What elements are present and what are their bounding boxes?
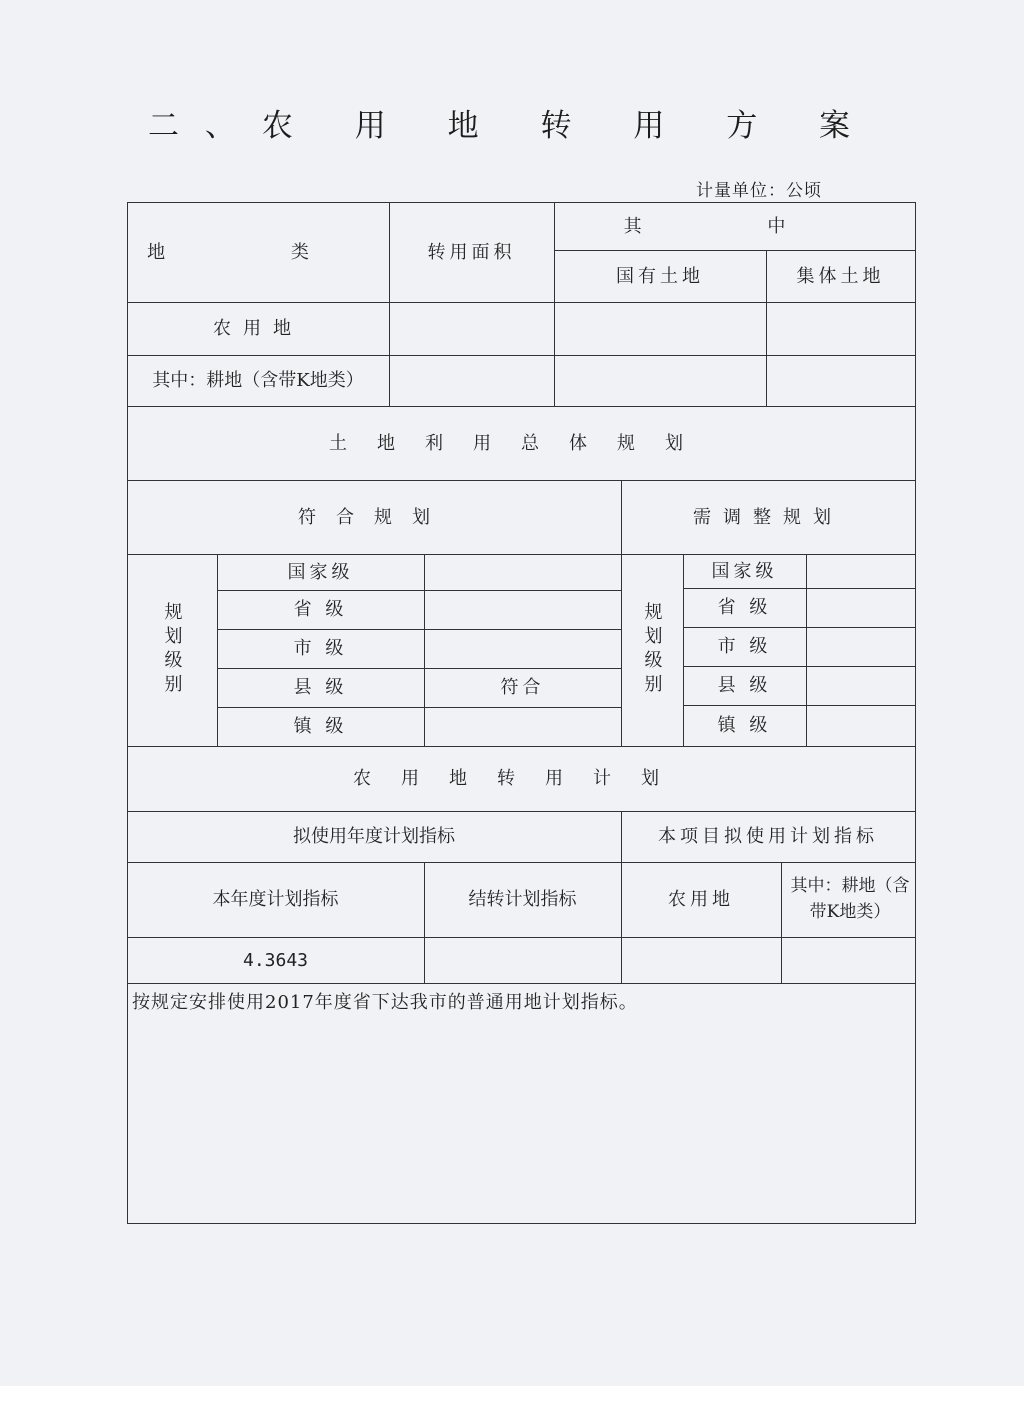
level-national-right: 国家级 [711, 560, 778, 582]
level-national-left: 国家级 [287, 561, 354, 583]
level-municipal-left: 市 级 [293, 638, 348, 659]
level-town-right: 镇 级 [717, 715, 772, 736]
row-agricultural-land: 农用地 [213, 318, 303, 339]
header-this-year-indicator: 本年度计划指标 [212, 889, 339, 910]
header-converted-area: 转用面积 [427, 241, 516, 263]
header-needs-plan-adjustment: 需调整规划 [693, 506, 843, 528]
section-overall-land-use-plan: 土地利用总体规划 [329, 432, 713, 454]
header-project-plan-indicator: 本项目拟使用计划指标 [658, 826, 878, 847]
header-annual-plan-indicator: 拟使用年度计划指标 [293, 826, 455, 847]
level-county-right: 县 级 [717, 675, 772, 696]
measurement-unit: 计量单位：公顷 [696, 181, 822, 201]
header-carried-over-indicator: 结转计划指标 [468, 889, 577, 910]
planning-level-label-right: 规划级别 [641, 602, 663, 698]
this-year-indicator-value: 4.3643 [242, 949, 309, 971]
row-arable-land: 其中：耕地（含带K地类） [152, 370, 364, 391]
header-project-agricultural-land: 农用地 [668, 889, 734, 910]
page-title: 二、农 用 地 转 用 方 案 [147, 108, 877, 144]
header-project-arable-land: 其中：耕地（含带K地类） [790, 876, 910, 922]
header-land-type: 地 类 [147, 241, 369, 263]
level-provincial-left: 省 级 [293, 599, 348, 620]
level-county-left: 县 级 [293, 677, 348, 698]
page-bottom-edge [0, 1386, 1024, 1403]
header-collective-land: 集体土地 [796, 265, 885, 287]
header-state-land: 国有土地 [616, 265, 704, 287]
header-of-which: 其 中 [623, 215, 846, 237]
section-conversion-plan: 农用地转用计划 [353, 768, 689, 789]
header-conforms-to-plan: 符合规划 [298, 506, 450, 528]
level-town-left: 镇 级 [293, 716, 348, 737]
level-provincial-right: 省 级 [717, 597, 772, 618]
remarks-text: 按规定安排使用2017年度省下达我市的普通用地计划指标。 [132, 992, 638, 1013]
county-level-conform-value: 符合 [500, 677, 545, 698]
planning-level-label-left: 规划级别 [161, 602, 183, 698]
level-municipal-right: 市 级 [717, 636, 772, 657]
